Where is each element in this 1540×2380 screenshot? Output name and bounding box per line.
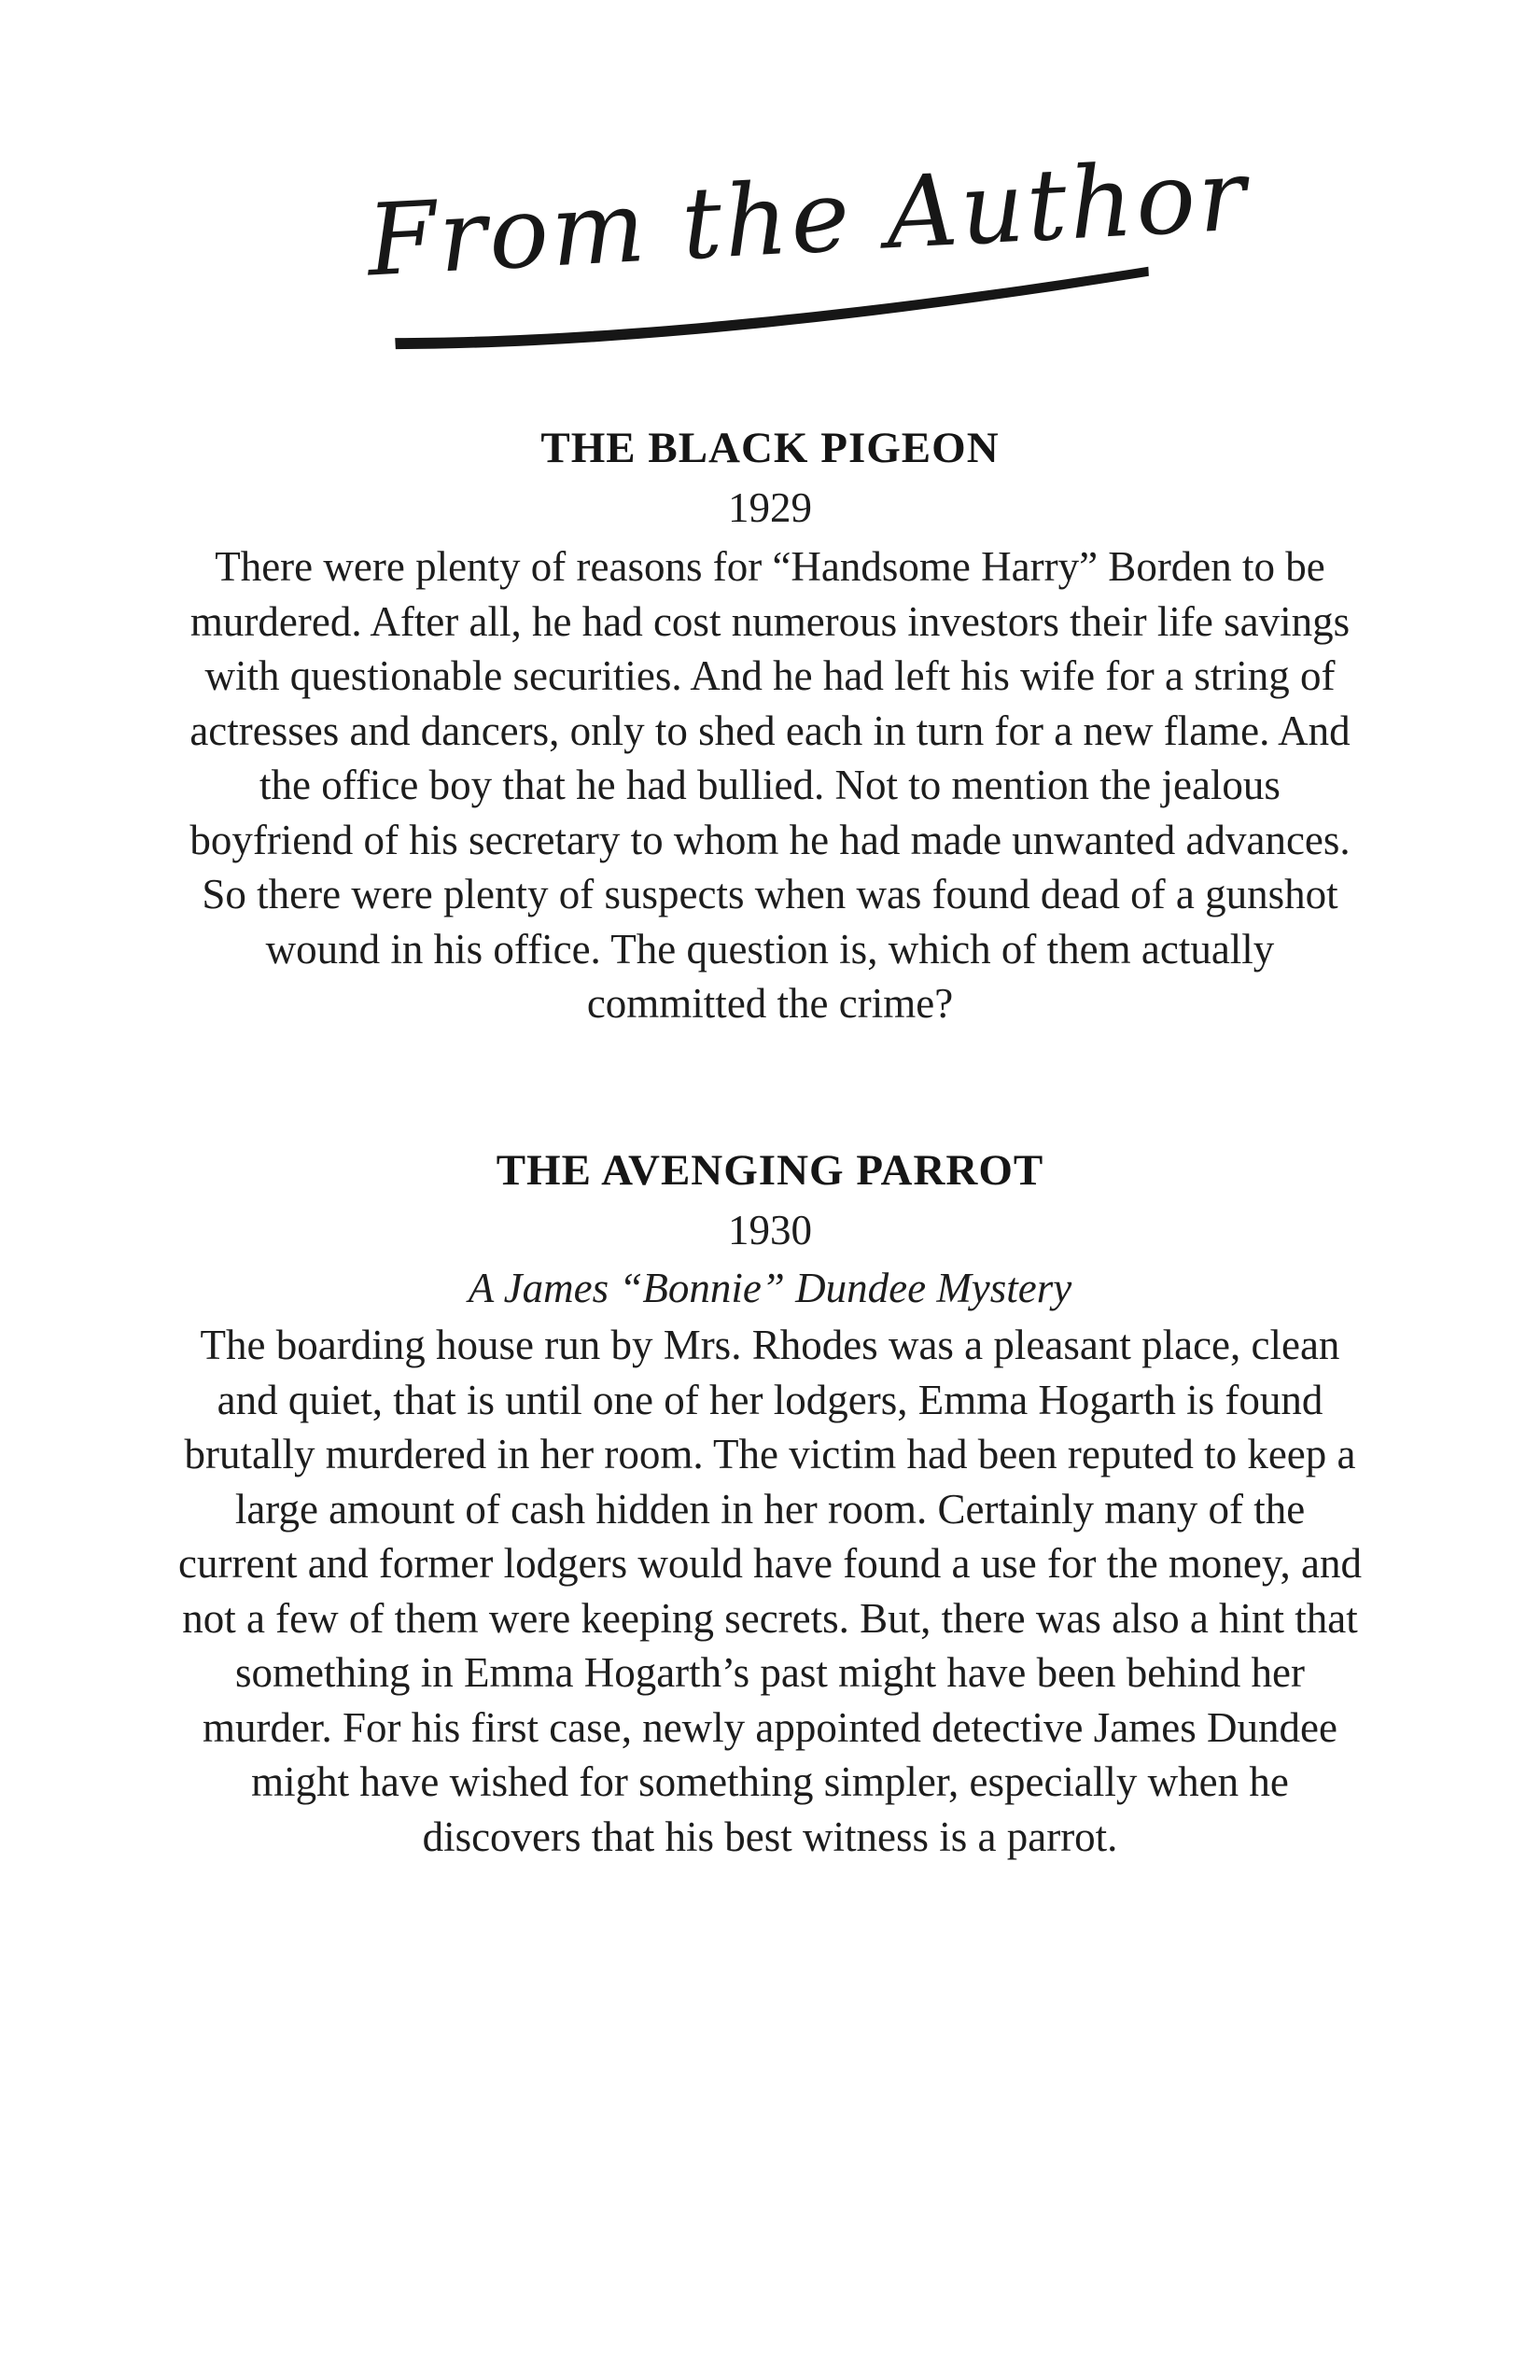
- book-description: There were plenty of reasons for “Handsome Harry” Borden to be murdered. After all, he had cost numerous investors their life savings with questionable securities. And he had left his wife for a string of actresses and dancers, only to shed each in turn for a new flame. And the office boy that he had bullied. Not to mention the jealous boyfriend of his secretary to whom he had made unwanted advances. So there were plenty of suspects when was found dead of a gunshot wound in his office. The question is, which of them actually committed the crime?: [189, 543, 1351, 1028]
- page-header: [364, 137, 1252, 358]
- book-year: 1929: [728, 484, 812, 532]
- page-title: From the Author: [364, 137, 1252, 299]
- book-section-black-pigeon: [173, 421, 1367, 1031]
- book-description: The boarding house run by Mrs. Rhodes was a pleasant place, clean and quiet, that is until one of her lodgers, Emma Hogarth is found brutally murdered in her room. The victim had been reputed to keep a large amount of cash hidden in her room. Certainly many of the current and former lodgers would have found a use for the money, and not a few of them were keeping secrets. But, there was also a hint that something in Emma Hogarth’s past might have been behind her murder. For his first case, newly appointed detective James Dundee might have wished for something simpler, especially when he discovers that his best witness is a parrot.: [178, 1322, 1362, 1860]
- book-series-subtitle: A James “Bonnie” Dundee Mystery: [468, 1264, 1072, 1311]
- book-title: THE BLACK PIGEON: [540, 424, 1000, 473]
- book-section-avenging-parrot: [173, 1143, 1367, 1864]
- book-title: THE AVENGING PARROT: [496, 1145, 1044, 1195]
- book-year: 1930: [728, 1206, 812, 1253]
